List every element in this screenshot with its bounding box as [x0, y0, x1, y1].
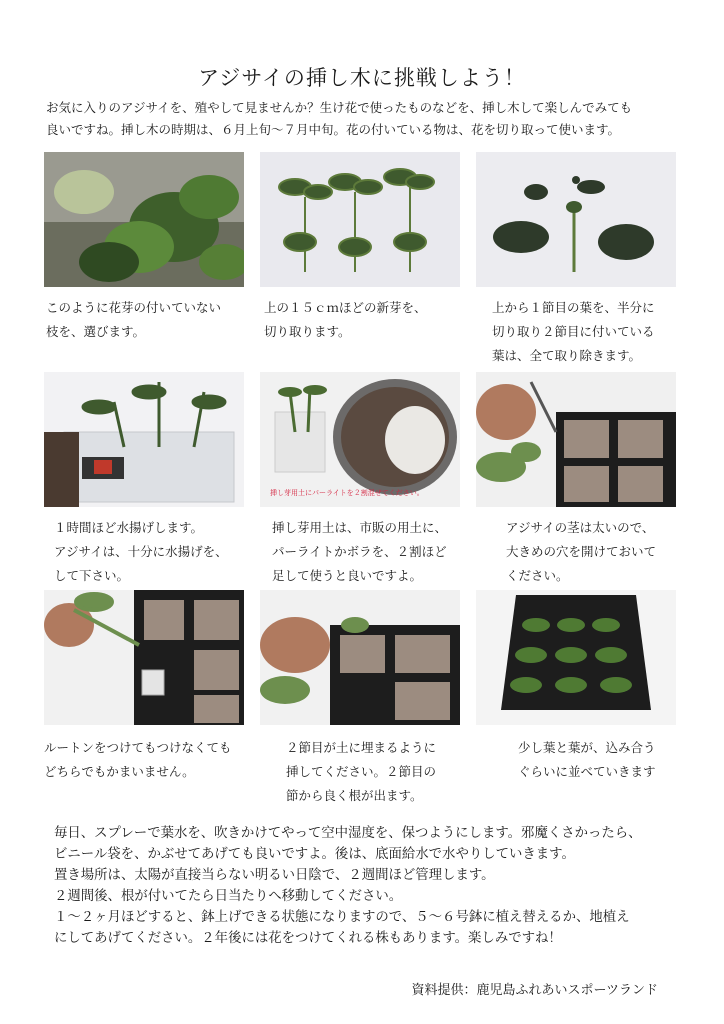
instruction-line: １～２ヶ月ほどすると、鉢上げできる状態になりますので、５～６号鉢に植え替えるか、地植え	[54, 910, 630, 925]
soil-mix-photo	[260, 372, 460, 507]
hydrangea-bush-photo	[44, 152, 244, 287]
rooting-powder-photo	[44, 590, 244, 725]
step-caption: ２節目が土に埋まるように 挿してください。２節目の 節から良く根が出ます。	[286, 740, 437, 803]
instruction-line: 置き場所は、太陽が直接当らない明るい日陰で、２週間ほど管理します。	[54, 868, 495, 883]
making-holes-photo	[476, 372, 676, 507]
inserting-cutting-photo	[260, 590, 460, 725]
page-title: アジサイの挿し木に挑戦しよう！	[198, 66, 526, 90]
intro-line: 良いですね。挿し木の時期は、６月上旬～７月中旬。花の付いている物は、花を切り取って使います。	[46, 122, 621, 137]
water-soaking-photo	[44, 372, 244, 507]
source-credit: 資料提供：鹿児島ふれあいスポーツランド	[411, 983, 658, 998]
instruction-line: ２週間後、根が付いてたら日当たりへ移動してください。	[54, 889, 403, 904]
trimmed-leaves-photo	[476, 152, 676, 287]
step-caption: 上の１５ｃｍほどの新芽を、 切り取ります。	[264, 300, 427, 339]
intro-text	[46, 97, 686, 141]
instruction-line: ビニール袋を、かぶせてあげても良いですよ。後は、底面給水で水やりしていきます。	[54, 847, 575, 862]
planted-tray-photo	[476, 590, 676, 725]
step-caption: 少し葉と葉が、込み合う ぐらいに並べていきます	[518, 740, 656, 779]
step-caption: 上から１節目の葉を、半分に 切り取り２節目に付いている 葉は、全て取り除きます。	[492, 300, 655, 363]
step-caption: 挿し芽用土は、市販の用土に、 パーライトかボラを、２割ほど 足して使うと良いですよ。	[272, 520, 448, 583]
step-caption: １時間ほど水揚げします。 アジサイは、十分に水揚げを、 して下さい。	[54, 520, 228, 583]
intro-line: お気に入りのアジサイを、殖やして見ませんか？生け花で使ったものなどを、挿し木して楽しんでみても	[46, 100, 633, 115]
cut-shoots-photo	[260, 152, 460, 287]
step-caption: アジサイの茎は太いので、 大きめの穴を開けておいて ください。	[506, 520, 657, 583]
instruction-line: 毎日、スプレーで葉水を、吹きかけてやって空中湿度を、保つようにします。邪魔くさかったら、	[54, 826, 642, 841]
instruction-line: にしてあげてください。２年後には花をつけてくれる株もあります。楽しみですね！	[54, 931, 562, 946]
step-caption: ルートンをつけてもつけなくても どちらでもかまいません。	[44, 740, 232, 779]
care-instructions	[54, 823, 694, 949]
photo-annotation: 挿し芽用土にパーライトを２割混ぜてください。	[270, 489, 424, 497]
step-caption: このように花芽の付いていない 枝を、選びます。	[46, 300, 222, 339]
